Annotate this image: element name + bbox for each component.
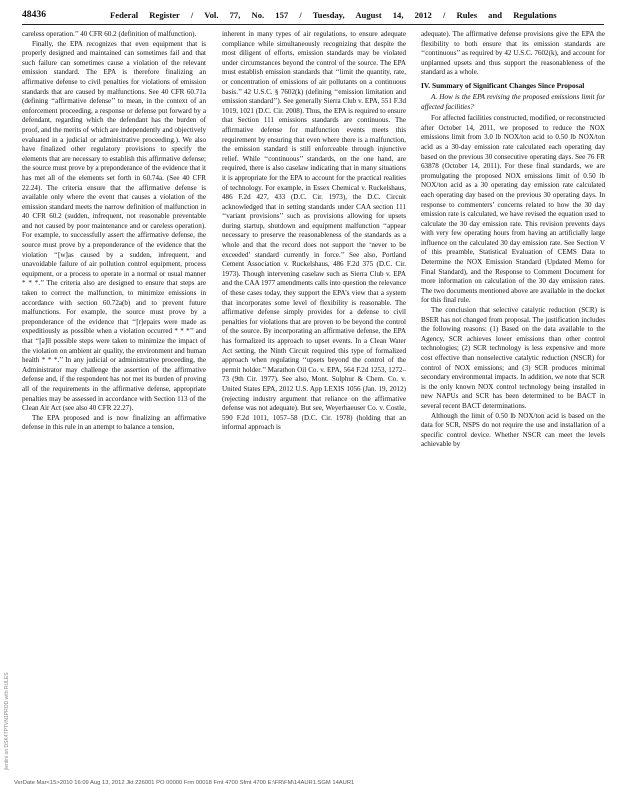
header-rule (22, 24, 604, 25)
margin-note: jlentini on DSK4TPTVN1PROD with RULES (4, 672, 10, 770)
page-header (22, 8, 604, 22)
paragraph: The conclusion that selective catalytic reduction (SCR) is BSER has not changed from proposal. The justification includes the following reasons: (1) Based on the data available to the Agency, SCR achieves lower emissions than other control technologies; (2) SCR technology is less expensive and more cost effective than nonselective catalytic reduction (NSCR) for control of NOX emissions; and (3) SCR produces minimal secondary environmental impacts. In addition, we note that SCR is the only known NOX control technology being installed in new NAPUs and SCR has been determined to be BACT in several recent BACT determinations. (421, 306, 605, 410)
column-1 (22, 30, 206, 768)
paragraph: Finally, the EPA recognizes that even equipment that is properly designed and maintained can sometimes fail and that such failure can sometimes cause a violation of the relevant emission standard. The EPA is therefore finalizing an affirmative defense to civil penalties for violations of emission standards that are caused by malfunctions. See 40 CFR 60.71a (defining ‘‘affirmative defense’’ to mean, in the context of an enforcement proceeding, a response or defense put forward by a defendant, regarding which the defendant has the burden of proof, and the merits of which are independently and objectively evaluated in a judicial or administrative proceeding.). We also have finalized other regulatory provisions to specify the elements that are necessary to establish this affirmative defense; the source must prove by a preponderance of the evidence that it has met all of the elements set forth in 60.74a. (See 40 CFR 22.24). The criteria ensure that the affirmative defense is available only where the event that causes a violation of the emission standard meets the narrow definition of malfunction in 40 CFR 60.2 (sudden, infrequent, not reasonable preventable and not caused by poor maintenance and or careless operation). For example, to successfully assert the affirmative defense, the source must prove by a preponderance of the evidence that the violation ‘‘[w]as caused by a sudden, infrequent, and unavoidable failure of air pollution control equipment, process equipment, or a process to operate in a normal or usual manner * * *.’’ The criteria also are designed to ensure that steps are taken to correct the malfunction, to minimize emissions in accordance with section 60.72a(b) and to prevent future malfunctions. For example, the source must prove by a preponderance of the evidence that ‘‘[r]epairs were made as expeditiously as possible when a violation occurred * * *’’ and that ‘‘[a]ll possible steps were taken to minimize the impact of the violation on ambient air quality, the environment and human health * * *.’’ In any judicial or administrative proceeding, the Administrator may challenge the assertion of the affirmative defense and, if the respondent has not met its burden of proving all of the requirements in the affirmative defense, appropriate penalties may be assessed in accordance with Section 113 of the Clean Air Act (see also 40 CFR 22.27). (22, 39, 206, 413)
paragraph: The EPA proposed and is now finalizing an affirmative defense in this rule in an attempt to balance a tension, (22, 413, 206, 432)
paragraph: For affected facilities constructed, modified, or reconstructed after October 14, 2011, we proposed to reduce the NOX emissions limit from 3.0 lb NOX/ton acid to 0.50 lb NOX/ton acid as a 30-day emission rate calculated each operating day based on the previous 30 consecutive operating days. See 76 FR 63878 (October 14, 2011). For these final standards, we are promulgating the proposed NOX emissions limit of 0.50 lb NOX/ton acid as a 30 operating day emission rate calculated each operating day based on the previous 30 operating days. In response to commenters’ concerns related to how the 30 day emission rate is calculated, we have revised the equation used to calculate the 30 day emission rate. This revision prevents days with very few operating hours from having an artificially large influence on the calculated 30 day emission rate. See Section V of this preamble, Statistical Evaluation of CEMS Data to Determine the NOX Emission Standard (Updated Memo for Final Standard), and the Response to Comment Document for more information on calculation of the 30 day emission rates. The two documents mentioned above are available in the docket for this final rule. (421, 114, 605, 305)
paragraph: inherent in many types of air regulations, to ensure adequate compliance while simultaneously recognizing that despite the most diligent of efforts, emission standards may be violated under circumstances beyond the control of the source. The EPA must establish emission standards that ‘‘limit the quantity, rate, or concentration of emissions of air pollutants on a continuous basis.’’ 42 U.S.C. § 7602(k) (defining ‘‘emission limitation and emission standard’’). See generally Sierra Club v. EPA, 551 F.3d 1019, 1021 (D.C. Cir. 2008). Thus, the EPA is required to ensure that Section 111 emissions standards are continuous. The affirmative defense for malfunction events meets this requirement by ensuring that even where there is a malfunction, the emission standard is still enforceable through injunctive relief. While ‘‘continuous’’ standards, on the one hand, are required, there is also caselaw indicating that in many situations it is appropriate for the EPA to account for the practical realities of technology. For example, in Essex Chemical v. Ruckelshaus, 486 F.2d 427, 433 (D.C. Cir. 1973), the D.C. Circuit acknowledged that in setting standards under CAA section 111 ‘‘variant provisions’’ such as provisions allowing for upsets during startup, shutdown and equipment malfunction ‘‘appear necessary to preserve the reasonableness of the standards as a whole and that the record does not support the ‘never to be exceeded’ standard currently in force.’’ See also, Portland Cement Association v. Ruckelshaus, 486 F.2d 375 (D.C. Cir. 1973). Though intervening caselaw such as Sierra Club v. EPA and the CAA 1977 amendments calls into question the relevance of these cases today, they support the EPA’s view that a system that incorporates some level of flexibility is reasonable. The affirmative defense simply provides for a defense to civil penalties for violations that are proven to be beyond the control of the source. By incorporating an affirmative defense, the EPA has formalized its approach to upset events. In a Clean Water Act setting, the Ninth Circuit required this type of formalized approach when regulating ‘‘upsets beyond the control of the permit holder.’’ Marathon Oil Co. v. EPA, 564 F.2d 1253, 1272–73 (9th Cir. 1977). See also, Mont. Sulphur & Chem. Co. v. United States EPA, 2012 U.S. App LEXIS 1056 (Jan. 19, 2012) (rejecting industry argument that reliance on the affirmative defense was not adequate). But see, Weyerhaeuser Co. v. Costle, 590 F.2d 1011, 1057–58 (D.C. Cir. 1978) (holding that an informal approach is (222, 30, 406, 432)
section-heading: IV. Summary of Significant Changes Since Proposal (421, 80, 585, 90)
running-title: Federal Register / Vol. 77, No. 157 / Tuesday, August 14, 2012 / Rules and Regulations (110, 10, 557, 20)
page-footer: VerDate Mar<15>2010 16:09 Aug 13, 2012 Jkt 226001 PO 00000 Frm 00018 Fmt 4700 Sfmt 4700 E:\FR\FM\14AUR1.SGM 14AUR1 (14, 780, 355, 786)
subsection-heading: A. How is the EPA revising the proposed emissions limit for affected facilities? (421, 92, 605, 111)
paragraph: Although the limit of 0.50 lb NOX/ton acid is based on the data for SCR, NSPS do not require the use and installation of a specific control device. Whether NSCR can meet the levels achievable by (421, 411, 605, 449)
column-2 (222, 30, 406, 768)
paragraph: careless operation.’’ 40 CFR 60.2 (definition of malfunction). (22, 30, 197, 38)
paragraph: adequate). The affirmative defense provisions give the EPA the flexibility to both ensure that its emission standards are ‘‘continuous’’ as required by 42 U.S.C. 7602(k), and account for unplanned upsets and thus support the reasonableness of the standard as a whole. (421, 30, 605, 77)
column-3 (421, 30, 605, 768)
page-number: 48436 (22, 9, 46, 20)
